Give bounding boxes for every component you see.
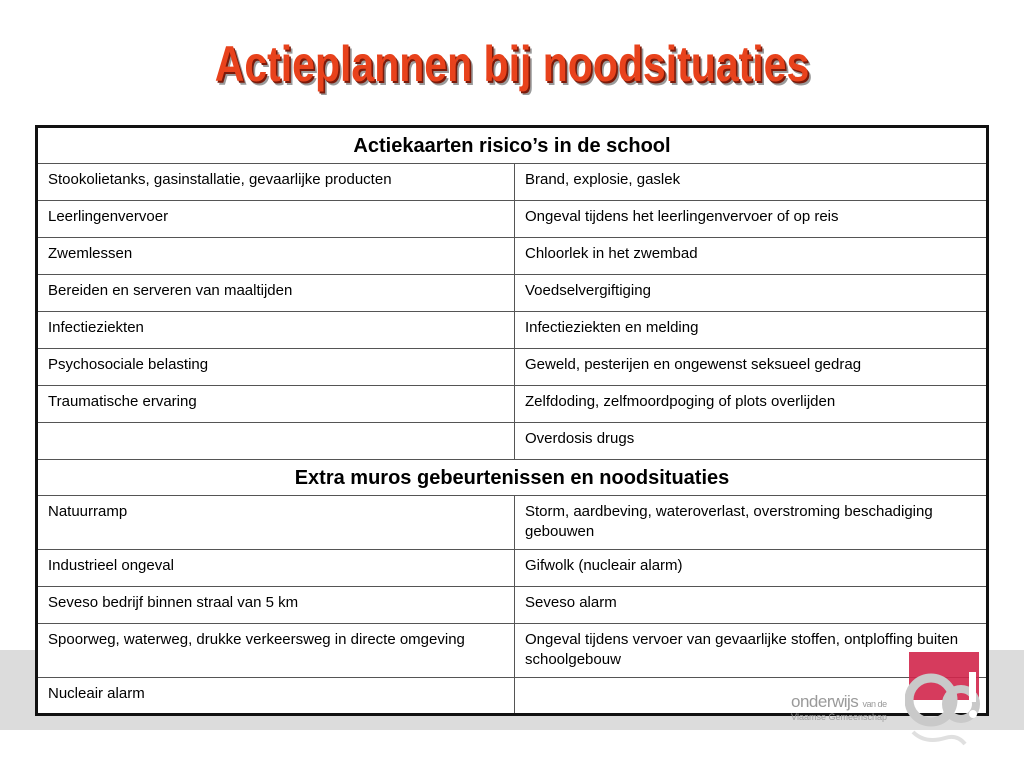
table-row (37, 423, 988, 460)
action-card-cell: Ongeval tijdens het leerlingenvervoer of op reis (515, 201, 988, 238)
risk-cell: Psychosociale belasting (37, 349, 515, 386)
action-card-cell: Storm, aardbeving, wateroverlast, overstroming beschadiging gebouwen (515, 496, 988, 550)
table-row (37, 238, 988, 275)
section-header: Extra muros gebeurtenissen en noodsituaties (37, 460, 988, 496)
section-header-row (37, 127, 988, 164)
table-row (37, 164, 988, 201)
risk-cell: Traumatische ervaring (37, 386, 515, 423)
action-card-cell: Ongeval tijdens vervoer van gevaarlijke stoffen, ontploffing buiten schoolgebouw (515, 624, 988, 678)
table-row (37, 275, 988, 312)
section-header: Actiekaarten risico’s in de school (37, 127, 988, 164)
table-row (37, 349, 988, 386)
table-row (37, 201, 988, 238)
logo-subline: Vlaamse Gemeenschap (791, 712, 888, 722)
risk-cell: Nucleair alarm (37, 678, 515, 715)
section-header-row (37, 460, 988, 496)
action-card-cell: Infectieziekten en melding (515, 312, 988, 349)
table-row (37, 587, 988, 624)
action-card-cell: Geweld, pesterijen en ongewenst seksueel gedrag (515, 349, 988, 386)
go-logo-icon (905, 652, 981, 748)
logo-wordmark: onderwijs van de (791, 692, 887, 711)
table-row (37, 496, 988, 550)
go-logo (785, 650, 985, 750)
action-card-cell: Gifwolk (nucleair alarm) (515, 550, 988, 587)
action-card-cell: Chloorlek in het zwembad (515, 238, 988, 275)
action-table (35, 125, 989, 716)
risk-cell: Seveso bedrijf binnen straal van 5 km (37, 587, 515, 624)
table-row (37, 386, 988, 423)
risk-cell: Bereiden en serveren van maaltijden (37, 275, 515, 312)
risk-cell: Industrieel ongeval (37, 550, 515, 587)
action-table-wrapper (35, 125, 989, 716)
risk-cell: Stookolietanks, gasinstallatie, gevaarlijke producten (37, 164, 515, 201)
action-card-cell: Brand, explosie, gaslek (515, 164, 988, 201)
action-card-cell: Voedselvergiftiging (515, 275, 988, 312)
action-card-cell: Zelfdoding, zelfmoordpoging of plots overlijden (515, 386, 988, 423)
slide-title: Actieplannen bij noodsituaties (214, 36, 810, 92)
risk-cell: Infectieziekten (37, 312, 515, 349)
risk-cell: Spoorweg, waterweg, drukke verkeersweg in directe omgeving (37, 624, 515, 678)
table-row (37, 312, 988, 349)
table-row (37, 550, 988, 587)
risk-cell: Leerlingenvervoer (37, 201, 515, 238)
risk-cell: Natuurramp (37, 496, 515, 550)
action-card-cell: Overdosis drugs (515, 423, 988, 460)
risk-cell: Zwemlessen (37, 238, 515, 275)
risk-cell (37, 423, 515, 460)
action-card-cell: Seveso alarm (515, 587, 988, 624)
